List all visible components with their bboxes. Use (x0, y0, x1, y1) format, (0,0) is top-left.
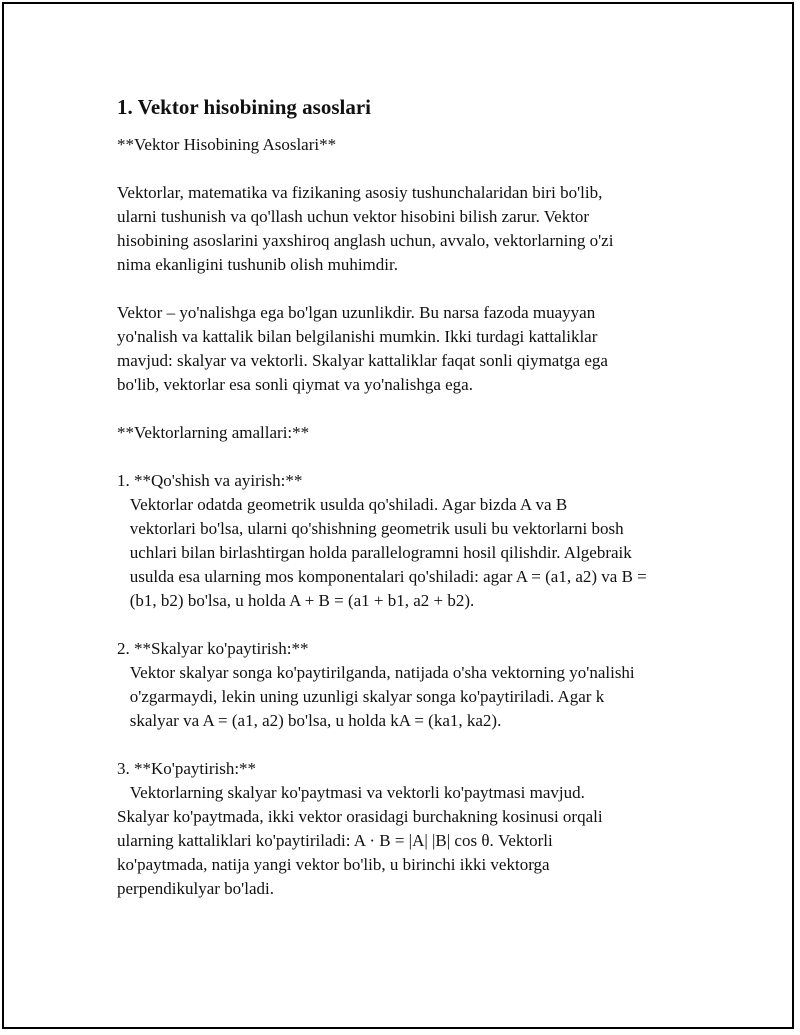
spacer (117, 733, 697, 757)
page-title: 1. Vektor hisobining asoslari (117, 95, 372, 119)
list-item-addition: 1. **Qo'shish va ayirish:** Vektorlar odatda geometrik usulda qo'shiladi. Agar bizda A va B vektorlari bo'lsa, ularni qo'shishning geometrik usuli bu vektorlarni bosh uchlari bilan birlashtirgan holda parallelogramni hosil qilishdir. Algebraik usulda esa ularning mos komponentalari qo'shiladi: agar A = (a1, a2) va B = (b1, b2) bo'lsa, u holda A + B = (a1 + b1, a2 + b2). (117, 471, 647, 610)
paragraph-intro: Vektorlar, matematika va fizikaning asosiy tushunchalaridan biri bo'lib, ularni tushunish va qo'llash uchun vektor hisobini bilish zarur. Vektor hisobining asoslarini yaxshiroq anglash uchun, avvalo, vektorlarning o'zi nima ekanligini tushunib olish muhimdir. (117, 183, 614, 274)
spacer (117, 397, 697, 421)
spacer (117, 277, 697, 301)
paragraph-definition: Vektor – yo'nalishga ega bo'lgan uzunlikdir. Bu narsa fazoda muayyan yo'nalish va kattalik bilan belgilanishi mumkin. Ikki turdagi kattaliklar mavjud: skalyar va vektorli. Skalyar kattaliklar faqat sonli qiymatga ega bo'lib, vektorlar esa sonli qiymat va yo'nalishga ega. (117, 303, 608, 394)
list-item-scalar-multiplication: 2. **Skalyar ko'paytirish:** Vektor skalyar songa ko'paytirilganda, natijada o'sha vektorning yo'nalishi o'zgarmaydi, lekin uning uzunligi skalyar songa ko'paytiriladi. Agar k skalyar va A = (a1, a2) bo'lsa, u holda kA = (ka1, ka2). (117, 639, 635, 730)
section-heading-operations: **Vektorlarning amallari:** (117, 423, 310, 442)
document-body (117, 93, 697, 901)
spacer (117, 613, 697, 637)
list-item-products: 3. **Ko'paytirish:** Vektorlarning skalyar ko'paytmasi va vektorli ko'paytmasi mavjud. Skalyar ko'paytmada, ikki vektor orasidagi burchakning kosinusi orqali ularning kattaliklari ko'paytiriladi: A · B = |A| |B| cos θ. Vektorli ko'paytmada, natija yangi vektor bo'lib, u birinchi ikki vektorga perpendikulyar bo'ladi. (117, 759, 603, 898)
spacer (117, 445, 697, 469)
spacer (117, 157, 697, 181)
subtitle: **Vektor Hisobining Asoslari** (117, 135, 337, 154)
